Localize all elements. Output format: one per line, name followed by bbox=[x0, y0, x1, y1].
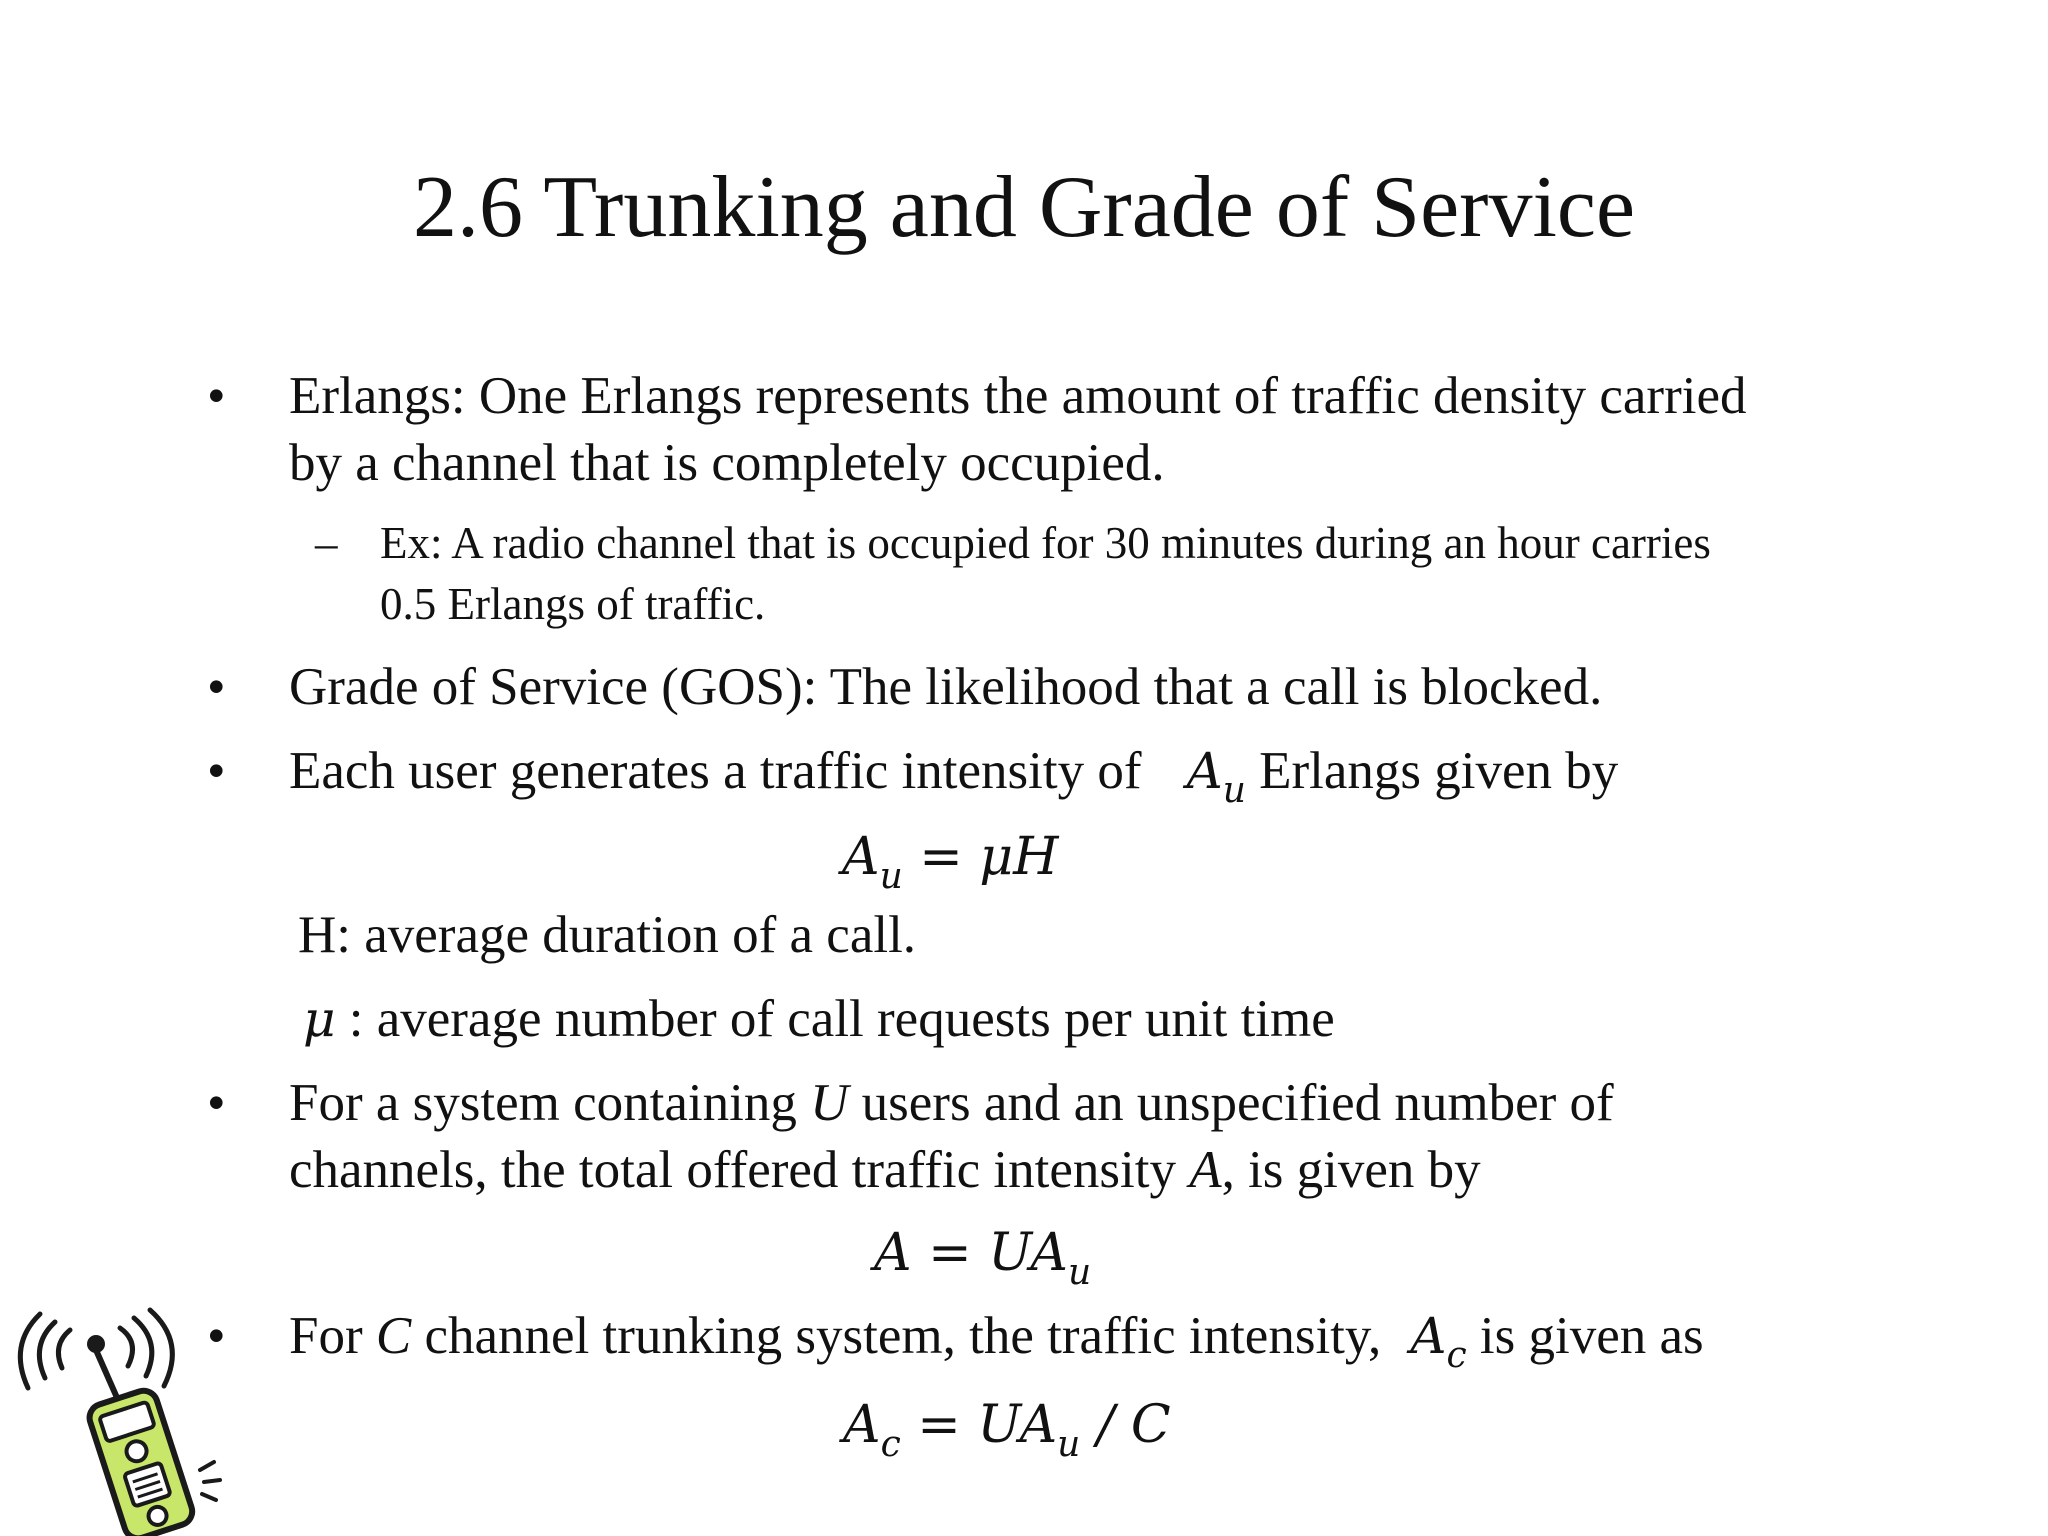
eq3-tail: / C bbox=[1096, 1395, 1171, 1455]
eq2-lhs: A bbox=[874, 1223, 912, 1283]
symbol-au bbox=[1155, 742, 1246, 811]
definition-mu bbox=[303, 988, 1335, 1050]
bullet-erlangs-line1: Erlangs: One Erlangs represents the amount of traffic density carried bbox=[289, 367, 1747, 425]
bullet-user-traffic-pre: Each user generates a traffic intensity of bbox=[289, 742, 1142, 800]
symbol-a-c: A bbox=[1410, 1307, 1447, 1365]
subscript-u: u bbox=[1222, 770, 1246, 811]
bullet-system-line2-post: , is given by bbox=[1221, 1141, 1481, 1199]
symbol-u: U bbox=[810, 1074, 849, 1132]
bullet-erlangs-line2: by a channel that is completely occupied. bbox=[289, 434, 1165, 492]
bullet-gos: Grade of Service (GOS): The likelihood that a call is blocked. bbox=[289, 658, 1603, 716]
symbol-a: A bbox=[1186, 742, 1223, 800]
cell-phone-icon bbox=[0, 1300, 240, 1536]
bullet-system-line1-pre: For a system containing bbox=[289, 1074, 797, 1132]
eq1-lhs-sub: u bbox=[879, 856, 903, 897]
equation-au bbox=[842, 826, 1059, 897]
bullet-marker: • bbox=[207, 658, 226, 716]
bullet-system-line1 bbox=[289, 1072, 1614, 1134]
sub-example-line1: Ex: A radio channel that is occupied for 30 minutes during an hour carries bbox=[380, 518, 1711, 568]
bullet-system-line1-post: users and an unspecified number of bbox=[861, 1074, 1614, 1132]
definition-h: H: average duration of a call. bbox=[298, 906, 917, 964]
eq3-equals: = bbox=[917, 1395, 961, 1455]
equation-a bbox=[874, 1222, 1092, 1293]
symbol-mu: μ bbox=[303, 990, 336, 1048]
eq3-rhs-sub: u bbox=[1057, 1424, 1081, 1465]
bullet-trunking-pre: For bbox=[289, 1307, 363, 1365]
eq2-rhs-sub: u bbox=[1067, 1252, 1092, 1293]
bullet-system-line2 bbox=[289, 1139, 1481, 1201]
bullet-marker: • bbox=[207, 1074, 226, 1132]
eq3-lhs: A bbox=[843, 1395, 881, 1455]
eq1-rhs: μH bbox=[979, 827, 1059, 887]
bullet-system-line2-pre: channels, the total offered traffic intensity bbox=[289, 1141, 1176, 1199]
sub-example-line2: 0.5 Erlangs of traffic. bbox=[380, 579, 766, 629]
bullet-marker: • bbox=[207, 1307, 226, 1365]
bullet-trunking-mid: channel trunking system, the traffic intensity, bbox=[424, 1307, 1382, 1365]
symbol-c: C bbox=[375, 1307, 412, 1365]
bullet-trunking bbox=[289, 1305, 1704, 1376]
definition-mu-text: : average number of call requests per unit time bbox=[348, 990, 1335, 1048]
sub-bullet-marker: – bbox=[315, 518, 338, 568]
bullet-marker: • bbox=[207, 367, 226, 425]
bullet-user-traffic-post: Erlangs given by bbox=[1259, 742, 1619, 800]
symbol-ac bbox=[1394, 1307, 1467, 1376]
eq3-lhs-sub: c bbox=[880, 1424, 901, 1465]
equation-ac bbox=[843, 1394, 1171, 1465]
subscript-c: c bbox=[1446, 1335, 1467, 1376]
eq1-equals: = bbox=[919, 827, 963, 887]
eq3-rhs: UA bbox=[977, 1395, 1058, 1455]
bullet-marker: • bbox=[207, 742, 226, 800]
bullet-user-traffic bbox=[289, 740, 1619, 811]
eq2-equals: = bbox=[928, 1223, 972, 1283]
eq2-rhs: UA bbox=[988, 1223, 1068, 1283]
symbol-a-total: A bbox=[1189, 1141, 1222, 1199]
eq1-lhs: A bbox=[842, 827, 880, 887]
bullet-trunking-post: is given as bbox=[1479, 1307, 1704, 1365]
slide-title: 2.6 Trunking and Grade of Service bbox=[412, 159, 1636, 256]
